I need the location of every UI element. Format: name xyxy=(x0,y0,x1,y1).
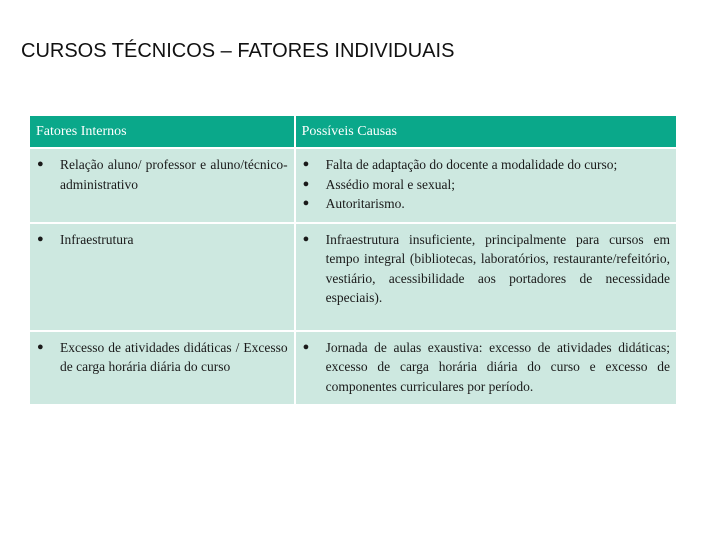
cause-text: Jornada de aulas exaustiva: excesso de atividades didáticas; excesso de carga horária diária do curso e excesso de componentes curriculares por período. xyxy=(325,339,670,394)
bullet-icon: ● xyxy=(37,232,44,245)
list-item xyxy=(36,155,288,194)
list-item xyxy=(302,194,670,214)
possible-causes-cell xyxy=(296,149,676,222)
internal-factor-cell xyxy=(30,149,294,222)
possible-causes-cell xyxy=(296,224,676,330)
table-row xyxy=(30,149,676,222)
internal-factor-cell xyxy=(30,224,294,330)
internal-factor-text: Excesso de atividades didáticas / Excesso de carga horária diária do curso xyxy=(60,339,288,374)
list-item xyxy=(36,338,288,377)
list-item xyxy=(302,175,670,195)
bullet-icon: ● xyxy=(302,177,310,190)
cause-text: Falta de adaptação do docente a modalidade do curso; xyxy=(325,157,618,172)
bullet-icon: ● xyxy=(37,158,44,170)
possible-causes-cell xyxy=(296,332,676,405)
list-item xyxy=(302,338,670,397)
bullet-icon: ● xyxy=(302,232,310,245)
bullet-icon: ● xyxy=(302,158,310,170)
column-header-internal-factors: Fatores Internos xyxy=(30,116,294,147)
table-row xyxy=(30,332,676,405)
cause-text: Infraestrutura insuficiente, principalmente para cursos em tempo integral (bibliotecas, laboratórios, restaurante/refeitório, vestiário, acessibilidade aos portadores de necessidade especiais). xyxy=(325,231,670,305)
internal-factor-text: Relação aluno/ professor e aluno/técnico-administrativo xyxy=(60,157,288,192)
list-item xyxy=(36,230,288,250)
cause-text: Assédio moral e sexual; xyxy=(325,176,455,192)
table-header-row xyxy=(30,116,676,147)
cause-text: Autoritarismo. xyxy=(325,196,405,211)
bullet-icon: ● xyxy=(37,340,44,353)
list-item xyxy=(302,230,670,308)
factors-table xyxy=(28,114,678,406)
internal-factor-text: Infraestrutura xyxy=(60,231,134,247)
page-title: CURSOS TÉCNICOS – FATORES INDIVIDUAIS xyxy=(21,40,455,62)
bullet-icon: ● xyxy=(302,197,310,209)
bullet-icon: ● xyxy=(302,340,310,353)
column-header-possible-causes: Possíveis Causas xyxy=(296,116,676,147)
list-item xyxy=(302,155,670,175)
internal-factor-cell xyxy=(30,332,294,405)
table-row xyxy=(30,224,676,330)
